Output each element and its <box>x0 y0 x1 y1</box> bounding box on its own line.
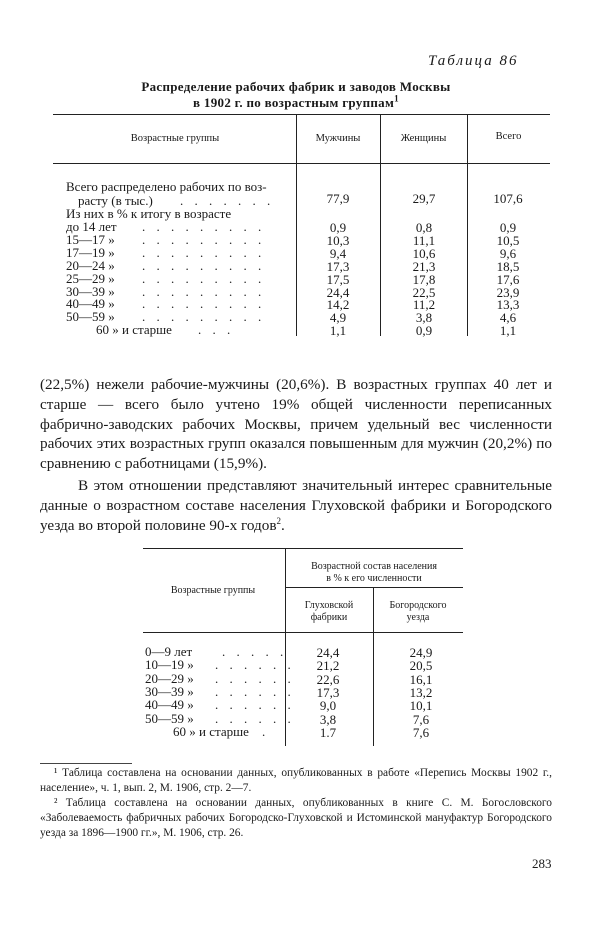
table2-cell: 1.7 <box>319 724 337 740</box>
table1-header-total: Всего <box>495 131 522 142</box>
table2-cell: 13,2 <box>409 684 433 700</box>
table2-cell: 22,6 <box>316 671 340 687</box>
leader-dots: . . . . . . <box>215 670 295 686</box>
table2-cell: 17,3 <box>316 684 340 700</box>
table2-cell: 21,2 <box>316 658 340 674</box>
table-caption <box>40 79 552 111</box>
table1-row-label: 20—24 » <box>66 257 115 273</box>
table1-cell: 0,8 <box>415 220 433 235</box>
table2-header-glukhovo: Глуховской фабрики <box>304 600 354 623</box>
table-caption-line2: в 1902 г. по возрастным группам <box>193 95 395 110</box>
table1-col-divider <box>380 114 381 336</box>
table1-row-label: 40—49 » <box>66 296 115 312</box>
table2-cell: 10,1 <box>409 698 433 714</box>
table2-row-label: 60 » и старше <box>173 723 249 739</box>
table2-cell: 16,1 <box>409 671 433 687</box>
total-label-line1: Всего распределено рабочих по воз- <box>66 179 267 194</box>
table1-row-label: 17—19 » <box>66 244 115 260</box>
table1-cell: 1,1 <box>499 323 517 339</box>
total-men: 77,9 <box>326 191 350 206</box>
table2-group-rule <box>285 587 463 588</box>
table1-header-age: Возрастные группы <box>130 133 220 144</box>
table1-cell: 18,5 <box>496 258 520 274</box>
table2-group-header: Возрастной состав населения в % к его численности <box>311 561 437 584</box>
table2-header-bogorodsk: Богородского уезда <box>389 600 447 623</box>
table1-row-label: 25—29 » <box>66 270 115 286</box>
leader-dots: . . . . . . . . . <box>142 283 266 299</box>
table1-cell: 17,3 <box>326 258 350 274</box>
total-all: 107,6 <box>493 191 523 206</box>
footnote-ref-2: 2 <box>276 515 281 526</box>
leader-dots: . . . . . . . . . <box>142 309 266 325</box>
table1-header-men: Мужчины <box>315 133 361 144</box>
leader-dots: . . . . . . <box>215 697 295 713</box>
leader-dots: . . . . . . . . . <box>142 219 266 234</box>
leader-dots: . . . <box>198 322 235 338</box>
table2-row-label: 10—19 » <box>145 657 194 673</box>
table2-cell: 7,6 <box>412 724 430 740</box>
footnote-2: ² Таблица составлена на основании данных, опубликованных в книге С. М. Богословского «Заболеваемость фабричных рабочих Богородско-Глуховской и Истоминской мануфактур Богородского уезда за 1896—1900 гг.», М. 1906, стр. 26. <box>40 797 552 839</box>
table1-cell: 11,2 <box>412 297 436 313</box>
table1-cell: 4,9 <box>329 310 347 326</box>
leader-dots: . . . . . . . . . <box>142 296 266 312</box>
table1-row-label: 50—59 » <box>66 309 115 325</box>
table1-cell: 9,4 <box>329 245 347 261</box>
table-caption-line1: Распределение рабочих фабрик и заводов Москвы <box>141 79 451 94</box>
table1-cell: 17,6 <box>496 271 520 287</box>
table2-cell: 24,4 <box>316 645 340 660</box>
table1-cell: 24,4 <box>326 284 350 300</box>
table2-header-rule <box>143 632 463 633</box>
table1-cell: 9,6 <box>499 245 517 261</box>
footnote-1: ¹ Таблица составлена на основании данных, опубликованных в работе «Перепись Москвы 1902 г., население», ч. 1, вып. 2, М. 1906, стр. 2—7. <box>40 767 552 794</box>
table1-cell: 23,9 <box>496 284 520 300</box>
leader-dots: . . . . . . <box>215 710 295 726</box>
table2-cell: 24,9 <box>409 645 433 660</box>
table2-row-label: 30—39 » <box>145 683 194 699</box>
table2-row-label: 50—59 » <box>145 710 194 726</box>
table1-cell: 21,3 <box>412 258 436 274</box>
table1-row-label: 30—39 » <box>66 283 115 299</box>
table1-cell: 17,8 <box>412 271 436 287</box>
table1-cell: 10,3 <box>326 232 350 248</box>
table1-cell: 1,1 <box>329 323 347 339</box>
footnote-ref-1: 1 <box>394 93 399 104</box>
table1-cell: 22,5 <box>412 284 436 300</box>
table1-col-divider <box>296 114 297 336</box>
table-number: Таблица 86 <box>428 53 519 69</box>
page-number: 283 <box>532 856 552 871</box>
total-women: 29,7 <box>412 191 436 206</box>
share-label: Из них в % к итогу в возрасте <box>66 206 232 221</box>
leader-dots: . . . . . . . . . <box>142 270 266 286</box>
table1-cell: 14,2 <box>326 297 350 313</box>
leader-dots: . <box>262 723 270 739</box>
leader-dots: . . . . . . . . . <box>142 244 266 260</box>
table2-cell: 9,0 <box>319 698 337 714</box>
table2-cell: 7,6 <box>412 711 430 727</box>
table1-cell: 10,6 <box>412 245 436 261</box>
table2-cell: 3,8 <box>319 711 337 727</box>
table2-header-age: Возрастные группы <box>170 585 256 596</box>
table2-top-rule <box>143 548 463 549</box>
paragraph-1: (22,5%) нежели рабочие-мужчины (20,6%). В возрастных группах 40 лет и старше — всего было учтено 19% общей численности переписанных фабрично-заводских рабочих Москвы, причем удельный вес численности рабочих этих возрастных групп оказался повышенным для мужчин (20,2%) по сравнению с работницами (15,9%). <box>40 376 552 473</box>
leader-dots: . . . . . . . . . <box>142 257 266 273</box>
table1-header-rule <box>53 163 550 164</box>
table1-cell: 0,9 <box>329 220 347 235</box>
leader-dots: . . . . . . . . . <box>142 231 266 247</box>
table1-header-women: Женщины <box>400 133 447 144</box>
table1-row-label: 60 » и старше <box>96 322 172 338</box>
total-label-line2: расту (в тыс.) <box>78 193 153 208</box>
leader-dots: . . . . . . <box>215 683 295 699</box>
table1-cell: 0,9 <box>499 220 517 235</box>
table1-col-divider <box>467 114 468 336</box>
table1-top-rule <box>53 114 550 115</box>
table1-cell: 4,6 <box>499 310 517 326</box>
table2-row-label: 20—29 » <box>145 670 194 686</box>
table1-cell: 0,9 <box>415 323 433 339</box>
table1-cell: 3,8 <box>415 310 433 326</box>
table2-row-label: 0—9 лет <box>145 644 193 659</box>
table1-cell: 17,5 <box>326 271 350 287</box>
table1-cell: 11,1 <box>412 232 436 248</box>
table1-row-label: до 14 лет <box>66 219 117 234</box>
leader-dots: . . . . . . <box>215 657 295 673</box>
table1-cell: 10,5 <box>496 232 520 248</box>
table2-row-label: 40—49 » <box>145 697 194 713</box>
footnote-rule <box>40 763 132 764</box>
table1-cell: 13,3 <box>496 297 520 313</box>
table1-row-label: 15—17 » <box>66 231 115 247</box>
paragraph-2: В этом отношении представляют значительный интерес сравнительные данные о возрастном составе населения Глуховской фабрики и Богородского уезда во второй половине 90-х годов$^2$. <box>40 477 552 534</box>
table2-cell: 20,5 <box>409 658 433 674</box>
leader-dots: . . . . . . . <box>180 193 275 208</box>
paragraph-2-text: В этом отношении представляют значительный интерес сравнительные данные о возрастном составе населения Глуховской фабрики и Богородского уезда во второй половине 90-х годов <box>40 477 552 534</box>
leader-dots: . . . . . <box>222 644 288 659</box>
